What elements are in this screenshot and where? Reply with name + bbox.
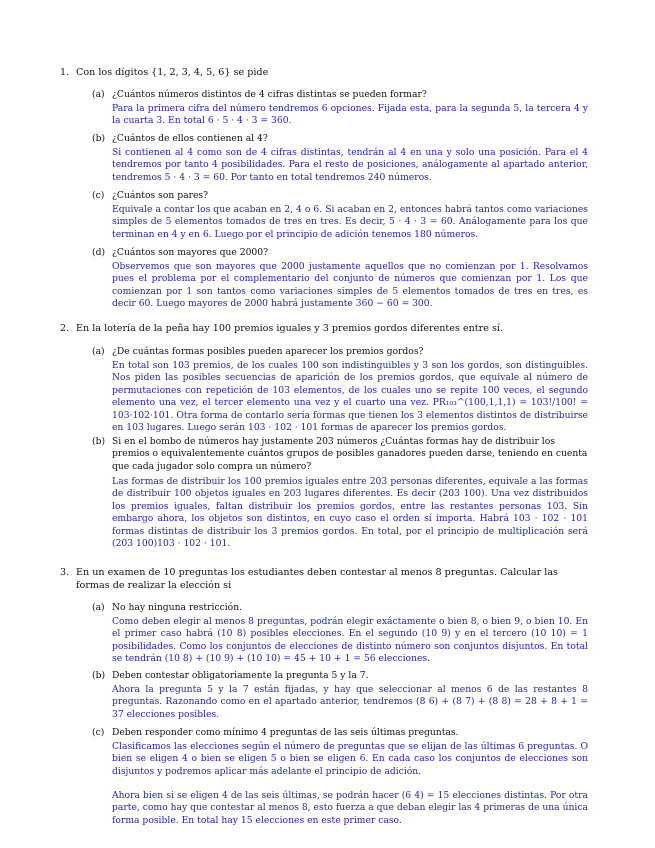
part-label: (c): [92, 727, 105, 738]
part-label: (b): [92, 436, 106, 447]
part-question: ¿Cuántos son mayores que 2000?: [112, 247, 269, 258]
part-answer: Equivale a contar los que acaban en 2, 4 o 6. Si acaban en 2, entonces habrá tantos como variaciones simples de 5 elementos tomados de tres en tres. Es decir, 5 · 4 · 3 = 60. Análogamente para los que terminan en 4 y en 6. Luego por el principio de adición tenemos 180 números.: [112, 204, 588, 240]
part-label: (a): [92, 346, 105, 357]
part-question: ¿Cuántos de ellos contienen al 4?: [112, 133, 268, 144]
part-label: (a): [92, 89, 105, 100]
part-answer: Las formas de distribuir los 100 premios iguales entre 203 personas diferentes, equivale a las formas de distribuir 100 objetos iguales en 203 lugares diferentes. Es decir (203 100). Una vez distribuidos los premios iguales, faltan distribuir los premios gordos, entre las restantes personas 103. Sin embargo ahora, los objetos son distintos, en cuyo caso el orden sí importa. Habrá 103 · 102 · 101 formas distintas de distribuir los 3 premios gordos. En total, por el principio de multiplicación será (203 100)103 · 102 · 101.: [112, 476, 588, 550]
problem-3: [60, 566, 586, 592]
part-label: (b): [92, 670, 106, 681]
part-label: (a): [92, 602, 105, 613]
problem-number: 3.: [60, 567, 70, 578]
part-label: (b): [92, 133, 106, 144]
part-answer: Ahora la pregunta 5 y la 7 están fijadas, y hay que seleccionar al menos 6 de las restantes 8 preguntas. Razonando como en el apartado anterior, tendremos (8 6) + (8 7) + (8 8) = 28 + 8 + 1 = 37 elecciones posibles.: [112, 684, 588, 720]
part-question: ¿De cuántas formas posibles pueden aparecer los premios gordos?: [112, 346, 424, 357]
part-answer: Para la primera cifra del número tendremos 6 opciones. Fijada esta, para la segunda 5, la tercera 4 y la cuarta 3. En total 6 · 5 · 4 · 3 = 360.: [112, 103, 588, 127]
part-answer: Como deben elegir al menos 8 preguntas, podrán elegir exáctamente o bien 8, o bien 9, o bien 10. En el primer caso habrá (10 8) posibles elecciones. En el segundo (10 9) y en el tercero (10 10) = 1 posibilidades. Como los conjuntos de elecciones de distinto número son conjuntos disjuntos. En total se tendrán (10 8) + (10 9) + (10 10) = 45 + 10 + 1 = 56 elecciones.: [112, 616, 588, 665]
problem-number: 1.: [60, 67, 70, 78]
part-answer: Si contienen al 4 como son de 4 cifras distintas, tendrán al 4 en una y solo una posición. Para el 4 tendremos por tanto 4 posibilidades. Para el resto de posiciones, análogamente al apartado anterior, tendremos 5 · 4 · 3 = 60. Por tanto en total tendremos 240 números.: [112, 147, 588, 183]
part-answer: Observemos que son mayores que 2000 justamente aquellos que no comienzan por 1. Resolvamos pues el problema por el complementario del conjunto de números que comienzan por 1. Los que comienzan por 1 son tantos como variaciones simples de 5 elementos tomados de tres en tres, es decir 60. Luego mayores de 2000 habrá justamente 360 − 60 = 300.: [112, 261, 588, 310]
part-answer: Clasificamos las elecciones según el número de preguntas que se elijan de las últimas 6 preguntas. O bien se eligen 4 o bien se eligen 5 o bien se eligen 6. En cada caso los conjuntos de elecciones son disjuntos y podremos aplicar más adelante el principio de adición.: [112, 741, 588, 777]
part-question: ¿Cuántos números distintos de 4 cifras distintas se pueden formar?: [112, 89, 427, 100]
problem-statement: En un examen de 10 preguntas los estudiantes deben contestar al menos 8 preguntas. Calcular las formas de realizar la elección si: [76, 567, 558, 591]
part-question: ¿Cuántos son pares?: [112, 190, 209, 201]
part-question: Deben responder como mínimo 4 preguntas de las seis últimas preguntas.: [112, 727, 459, 738]
part-label: (d): [92, 247, 106, 258]
problem-number: 2.: [60, 323, 70, 334]
part-answer: En total son 103 premios, de los cuales 100 son indistinguibles y 3 son los gordos, son distinguibles. Nos piden las posibles secuencias de aparición de los premios gordos, que equivale al número de permutaciones con repetición de 103 elementos, de los cuales uno se repite 100 veces, el segundo elemento una vez, el tercer elemento una vez y el cuarto una vez. PR₁₀₃^(100,1,1,1) = 103!/100! = 103·102·101. Otra forma de contarlo sería formas que tienen los 3 elementos distintos de distribuirse en 103 lugares. Luego serán 103 · 102 · 101 formas de aparecer los premios gordos.: [112, 360, 588, 434]
part-answer-continued: Ahora bien si se eligen 4 de las seis últimas, se podrán hacer (6 4) = 15 elecciones distintas. Por otra parte, como hay que contestar al menos 8, esto fuerza a que deban elegir las 4 primeras de una única forma posible. En total hay 15 elecciones en este primer caso.: [112, 790, 588, 826]
problem-statement: Con los dígitos {1, 2, 3, 4, 5, 6} se pide: [76, 67, 269, 78]
part-question: Si en el bombo de números hay justamente 203 números ¿Cuántas formas hay de distribuir los premios o equivalentemente cuántos grupos de posibles ganadores pueden darse, teniendo en cuenta que cada jugador solo compra un número?: [112, 436, 588, 472]
problem-statement: En la lotería de la peña hay 100 premios iguales y 3 premios gordos diferentes entre sí.: [76, 323, 504, 334]
problem-2: [60, 322, 586, 335]
part-label: (c): [92, 190, 105, 201]
part-question: No hay ninguna restricción.: [112, 602, 243, 613]
part-question: Deben contestar obligatoriamente la pregunta 5 y la 7.: [112, 670, 369, 681]
problem-1: [60, 66, 586, 79]
